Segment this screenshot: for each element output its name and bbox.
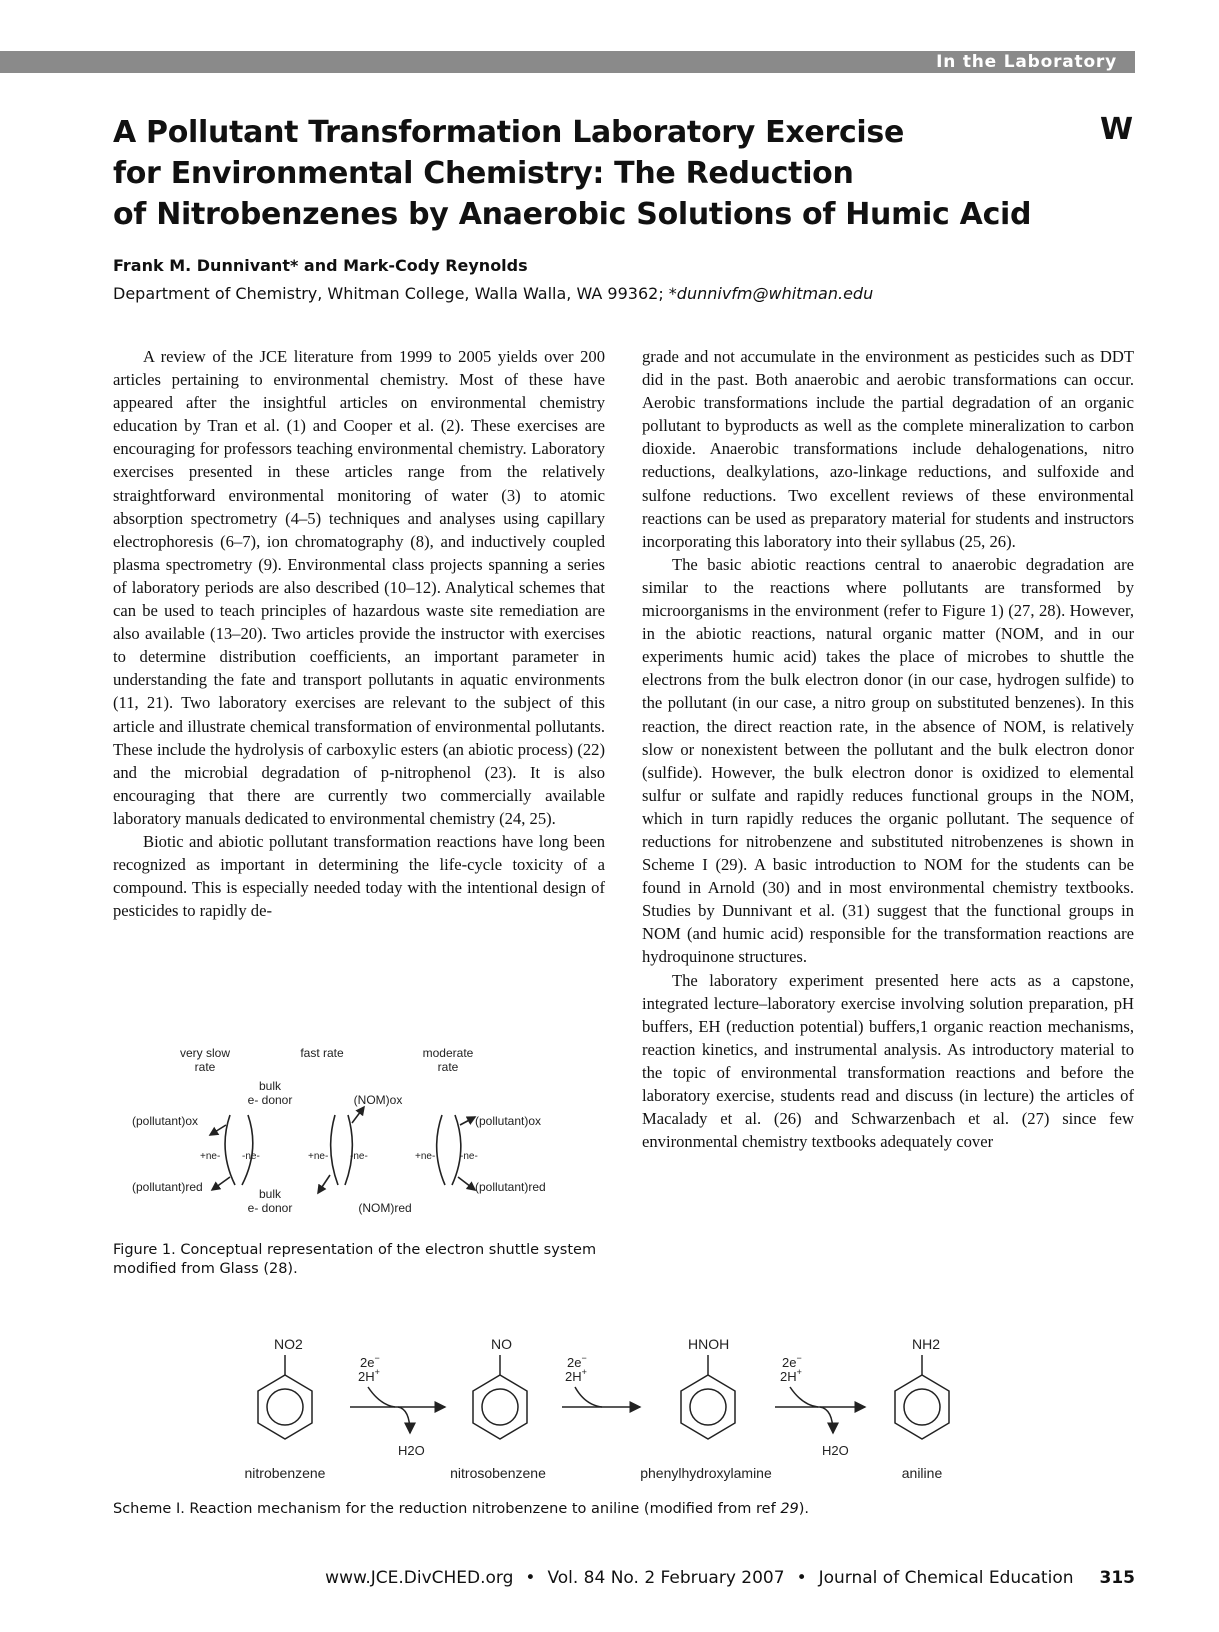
side-arrow-3-in: [790, 1387, 818, 1407]
arrow-curve-3a: [437, 1115, 445, 1185]
arrow-curve-2a: [331, 1115, 338, 1185]
paragraph: The basic abiotic reactions central to anaerobic degradation are similar to the reactions where pollutants are transformed by microorganisms in the environment (refer to Figure 1) (27, 28). However, in the abiotic reactions, natural organic matter (NOM, and in our experiments humic acid) takes the place of microbes to shuttle the electrons from the bulk electron donor (in our case, hydrogen sulfide) to the pollutant (in our case, a nitro group on substituted benzenes). In this reaction, the direct reaction rate, in the absence of NOM, is relatively slow or nonexistent between the pollutant and the bulk electron donor (sulfide). However, the bulk electron donor is oxidized to elemental sulfur or sulfate and rapidly reduces functional groups in the NOM, which in turn rapidly reduces the organic pollutant. The sequence of reductions for nitrobenzene and substituted nitrobenzenes is shown in Scheme I (29). A basic introduction to NOM for the students can be found in Arnold (30) and in most environmental chemistry textbooks. Studies by Dunnivant et al. (31) suggest that the functional groups in NOM (and humic acid) responsible for the transformation reactions are hydroquinone structures.: [642, 554, 1134, 967]
scheme-1-caption: [113, 1501, 809, 1517]
title-line-1: A Pollutant Transformation Laboratory Exercise: [113, 115, 905, 150]
side-arrow-2-in: [575, 1387, 602, 1407]
right-column: [642, 345, 1134, 1153]
footer-website[interactable]: www.JCE.DivCHED.org: [325, 1568, 514, 1588]
protons-2: 2H+: [565, 1367, 587, 1384]
electrons-2: 2e−: [567, 1353, 587, 1370]
label-pollutant-ox-left: (pollutant)ox: [132, 1114, 199, 1128]
benzene-circle-4: [904, 1389, 940, 1425]
side-arrow-1-out: [398, 1407, 410, 1433]
paragraph: The laboratory experiment presented here acts as a capstone, integrated lecture–laboratory exercise involving solution preparation, pH buffers, EH (reduction potential) buffers,1 organic reaction mechanisms, reaction kinetics, and instrumental analysis. As introductory material to the topic of environmental transformation reactions and before the laboratory exercise, students read and discuss (in lecture) the articles of Macalady et al. (26) and Schwarzenbach et al. (27) since few environmental chemistry textbooks adequately cover: [642, 970, 1134, 1152]
label-bulk-ox: bulk: [258, 1079, 282, 1093]
benzene-ring-1: [258, 1375, 312, 1439]
label-plus-ne-1: +ne-: [200, 1151, 221, 1162]
water-2: H2O: [822, 1443, 849, 1458]
label-e-donor-ox: e- donor: [247, 1093, 293, 1107]
web-material-mark: W: [1100, 112, 1134, 147]
arrow-2-up: [352, 1107, 364, 1123]
side-arrow-3-out: [820, 1407, 833, 1433]
benzene-ring-2: [473, 1375, 527, 1439]
footer-bullet: •: [796, 1568, 807, 1588]
label-minus-ne-1: -ne-: [242, 1151, 260, 1162]
affiliation: [113, 284, 873, 303]
footer-journal: Journal of Chemical Education: [818, 1568, 1074, 1588]
name-phenylhydroxylamine: phenylhydroxylamine: [640, 1465, 772, 1481]
group-hnoh: HNOH: [688, 1336, 730, 1352]
arrow-curve-1a: [225, 1115, 235, 1185]
section-header-bar: [0, 51, 1135, 73]
side-arrow-1-in: [368, 1387, 395, 1407]
figure-1-electron-shuttle: [130, 1045, 550, 1235]
benzene-ring-3: [681, 1375, 735, 1439]
scheme-1-reaction: [230, 1335, 1010, 1495]
benzene-circle-2: [482, 1389, 518, 1425]
authors: Frank M. Dunnivant* and Mark-Cody Reynolds: [113, 256, 528, 275]
label-rate-1: rate: [194, 1060, 216, 1074]
footer-bullet: •: [525, 1568, 536, 1588]
group-nh2: NH2: [912, 1336, 941, 1352]
label-moderate: moderate: [422, 1046, 474, 1060]
label-minus-ne-3: -ne-: [460, 1151, 478, 1162]
name-nitrobenzene: nitrobenzene: [244, 1465, 326, 1481]
water-1: H2O: [398, 1443, 425, 1458]
group-no: NO: [491, 1336, 512, 1352]
label-pollutant-red-right: (pollutant)red: [475, 1180, 546, 1194]
arrow-3-up: [460, 1117, 475, 1125]
label-rate-2: rate: [437, 1060, 459, 1074]
title-line-3: of Nitrobenzenes by Anaerobic Solutions of Humic Acid: [113, 197, 1032, 232]
benzene-circle-1: [267, 1389, 303, 1425]
author-email[interactable]: *dunnivfm@whitman.edu: [668, 284, 874, 303]
electrons-3: 2e−: [782, 1353, 802, 1370]
label-nom-red: (NOM)red: [358, 1201, 412, 1215]
label-fast-rate: fast rate: [300, 1046, 344, 1060]
page-number: 315: [1099, 1568, 1135, 1588]
label-e-donor-red: e- donor: [247, 1201, 293, 1215]
arrow-1-up: [210, 1125, 226, 1135]
left-column: [113, 345, 605, 922]
article-title: [113, 112, 1033, 235]
paragraph: A review of the JCE literature from 1999 to 2005 yields over 200 articles pertaining to environmental chemistry. Most of these have appeared after the insightful articles on environmental chemistry education by Tran et al. (1) and Cooper et al. (2). These exercises are encouraging for professors teaching environmental chemistry. Laboratory exercises presented in these articles range from the relatively straightforward environmental monitoring of water (3) to atomic absorption spectrometry (4–5) techniques and analyses using capillary electrophoresis (6–7), ion chromatography (8), and inductively coupled plasma spectrometry (9). Environmental class projects spanning a series of laboratory periods are also described (10–12). Analytical schemes that can be used to teach principles of hazardous waste site remediation are also available (13–20). Two articles provide the instructor with exercises to determine distribution coefficients, an important parameter in understanding the fate and transport pollutants in aquatic environments (11, 21). Two laboratory exercises are relevant to the subject of this article and illustrate chemical transformation of environmental pollutants. These include the hydrolysis of carboxylic esters (an abiotic process) (22) and the microbial degradation of p-nitrophenol (23). It is also encouraging that there are currently two commercially available laboratory manuals dedicated to environmental chemistry (24, 25).: [113, 347, 605, 828]
benzene-circle-3: [690, 1389, 726, 1425]
affiliation-text: Department of Chemistry, Whitman College, Walla Walla, WA 99362;: [113, 284, 669, 303]
arrow-1-down: [212, 1177, 230, 1190]
section-label: In the Laboratory: [936, 52, 1117, 72]
footer-volume: Vol. 84 No. 2 February 2007: [547, 1568, 785, 1588]
name-nitrosobenzene: nitrosobenzene: [450, 1465, 546, 1481]
label-plus-ne-2: +ne-: [308, 1151, 329, 1162]
benzene-ring-4: [895, 1375, 949, 1439]
label-pollutant-red-left: (pollutant)red: [132, 1180, 203, 1194]
label-minus-ne-2: -ne-: [350, 1151, 368, 1162]
arrow-curve-2b: [345, 1115, 352, 1185]
name-aniline: aniline: [901, 1465, 943, 1481]
label-bulk-red: bulk: [258, 1187, 282, 1201]
scheme-caption-ref: 29: [780, 1501, 799, 1517]
title-line-2: for Environmental Chemistry: The Reduction: [113, 156, 854, 191]
protons-1: 2H+: [358, 1367, 380, 1384]
paragraph: Biotic and abiotic pollutant transformation reactions have long been recognized as important in determining the life-cycle toxicity of a compound. This is especially needed today with the intentional design of pesticides to rapidly de-: [113, 831, 605, 921]
paragraph: grade and not accumulate in the environment as pesticides such as DDT did in the past. Both anaerobic and aerobic transformations can occur. Aerobic transformations include the partial degradation of an organic pollutant to byproducts as well as the complete mineralization to carbon dioxide. Anaerobic transformations include dehalogenations, nitro reductions, dealkylations, azo-linkage reductions, and sulfoxide and sulfone reductions. Two excellent reviews of these environmental reactions can be used as preparatory material for students and instructors incorporating this laboratory into their syllabus (25, 26).: [642, 347, 1134, 551]
arrow-curve-1b: [242, 1115, 253, 1185]
scheme-caption-end: ).: [798, 1501, 810, 1517]
electrons-1: 2e−: [360, 1353, 380, 1370]
arrow-3-down: [458, 1177, 475, 1190]
label-plus-ne-3: +ne-: [415, 1151, 436, 1162]
page-footer: [0, 1568, 1135, 1588]
scheme-caption-text: Scheme I. Reaction mechanism for the reduction nitrobenzene to aniline (modified from ref: [113, 1501, 781, 1517]
figure-1-caption: Figure 1. Conceptual representation of the electron shuttle system modified from Glass (28).: [113, 1242, 597, 1277]
group-no2: NO2: [274, 1336, 303, 1352]
arrow-2-down: [318, 1175, 330, 1193]
label-pollutant-ox-right: (pollutant)ox: [475, 1114, 542, 1128]
protons-3: 2H+: [780, 1367, 802, 1384]
arrow-curve-3b: [452, 1115, 461, 1185]
label-very-slow: very slow: [179, 1046, 231, 1060]
label-nom-ox: (NOM)ox: [353, 1093, 403, 1107]
